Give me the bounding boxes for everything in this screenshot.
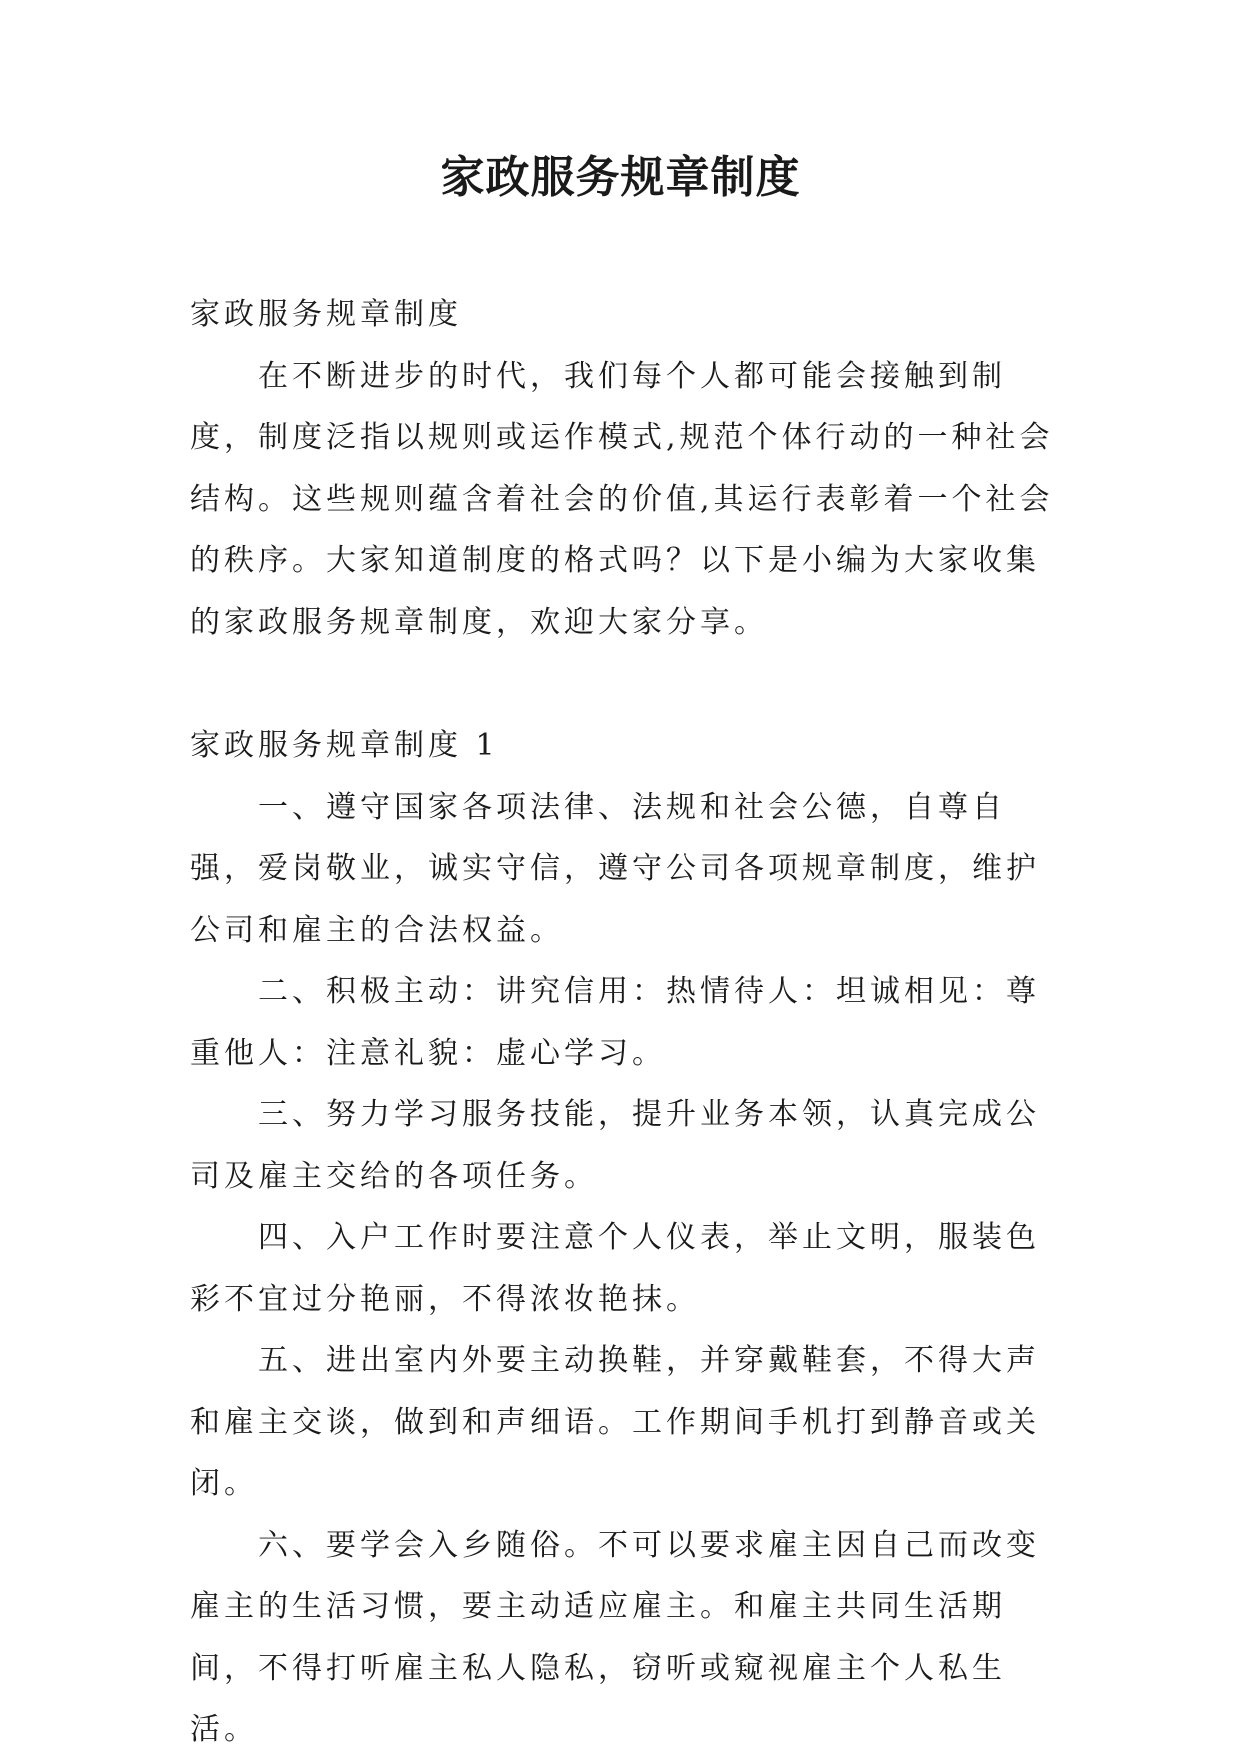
section-heading: 家政服务规章制度 1 <box>190 728 499 763</box>
rule-item-5: 五、进出室内外要主动换鞋，并穿戴鞋套，不得大声和雇主交谈，做到和声细语。工作期间手机打到静音或关闭。 <box>190 1343 1040 1501</box>
rule-item-2: 二、积极主动：讲究信用：热情待人：坦诚相见：尊重他人：注意礼貌：虚心学习。 <box>190 974 1040 1071</box>
intro-paragraph: 在不断进步的时代，我们每个人都可能会接触到制度，制度泛指以规则或运作模式,规范个体行动的一种社会结构。这些规则蕴含着社会的价值,其运行表彰着一个社会的秩序。大家知道制度的格式吗？以下是小编为大家收集的家政服务规章制度，欢迎大家分享。 <box>190 358 1054 640</box>
section-spacer <box>190 653 1070 715</box>
document-title: 家政服务规章制度 <box>440 152 801 203</box>
rule-item-3: 三、努力学习服务技能，提升业务本领，认真完成公司及雇主交给的各项任务。 <box>190 1097 1040 1194</box>
rule-item-1: 一、遵守国家各项法律、法规和社会公德，自尊自强，爱岗敬业，诚实守信，遵守公司各项规章制度，维护公司和雇主的合法权益。 <box>190 789 1040 948</box>
document-body <box>190 284 1070 1761</box>
rule-item-4: 四、入户工作时要注意个人仪表，举止文明，服装色彩不宜过分艳丽，不得浓妆艳抹。 <box>190 1220 1040 1317</box>
intro-heading: 家政服务规章制度 <box>190 297 462 332</box>
rule-item-6: 六、要学会入乡随俗。不可以要求雇主因自己而改变雇主的生活习惯，要主动适应雇主。和雇主共同生活期间，不得打听雇主私人隐私，窃听或窥视雇主个人私生活。 <box>190 1527 1040 1747</box>
